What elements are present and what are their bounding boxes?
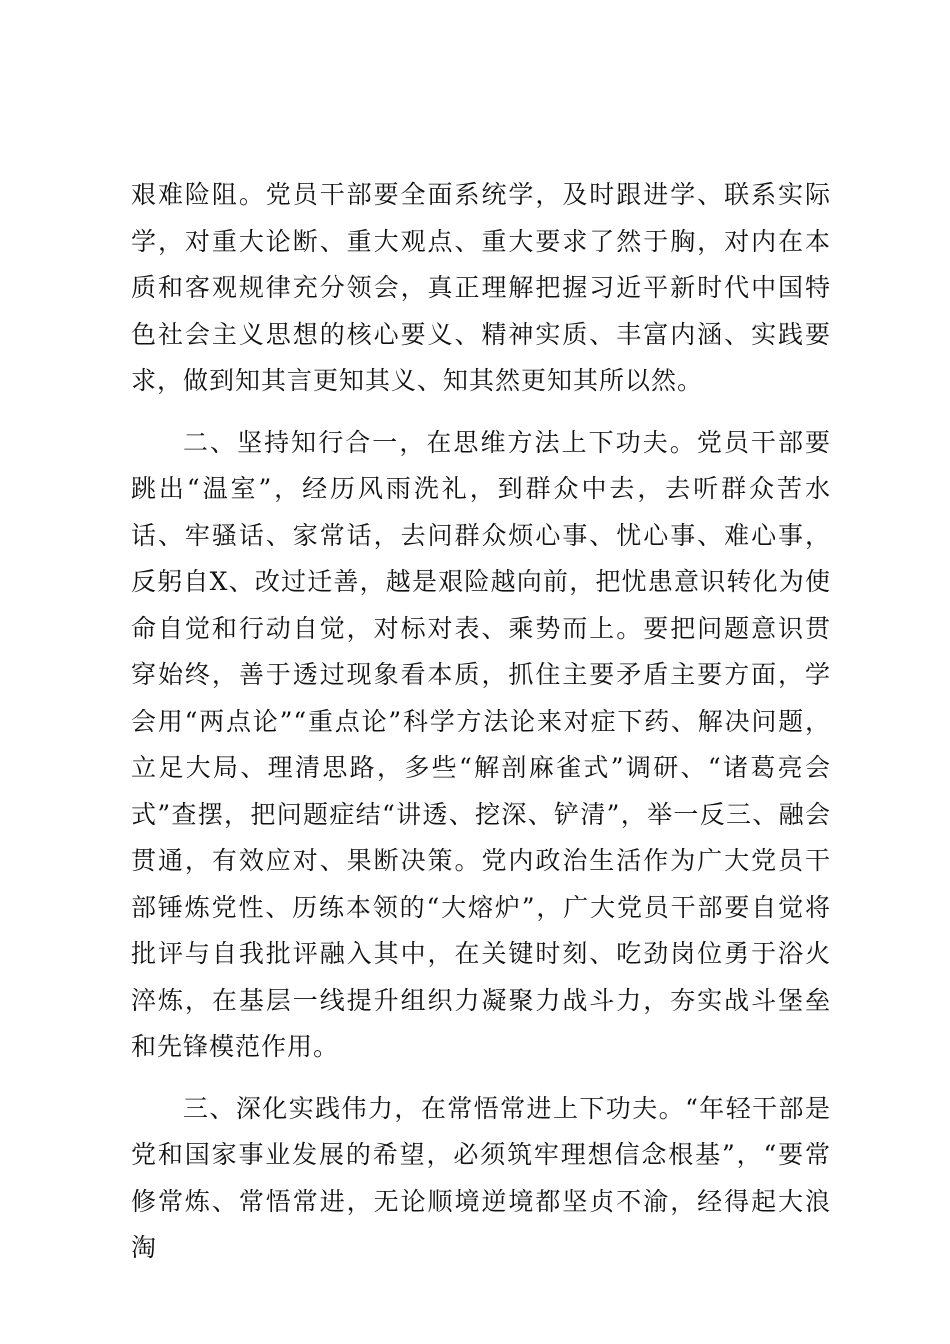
paragraph-3: 三、深化实践伟力，在常悟常进上下功夫。“年轻干部是党和国家事业发展的希望，必须筑牢理想信念根基”，“要常修常炼、常悟常进，无论顺境逆境都坚贞不渝，经得起大浪淘: [131, 1093, 831, 1262]
paragraph-1: 艰难险阻。党员干部要全面系统学，及时跟进学、联系实际学，对重大论断、重大观点、重大要求了然于胸，对内在本质和客观规律充分领会，真正理解把握习近平新时代中国特色社会主义思想的核心要义、精神实质、丰富内涵、实践要求，做到知其言更知其义、知其然更知其所以然。: [131, 180, 831, 395]
document-body: [131, 172, 831, 1272]
paragraph-2: 二、坚持知行合一，在思维方法上下功夫。党员干部要跳出“温室”，经历风雨洗礼，到群众中去，去听群众苦水话、牢骚话、家常话，去问群众烦心事、忧心事、难心事，反躬自X、改过迁善，越是艰险越向前，把忧患意识转化为使命自觉和行动自觉，对标对表、乘势而上。要把问题意识贯穿始终，善于透过现象看本质，抓住主要矛盾主要方面，学会用“两点论”“重点论”科学方法论来对症下药、解决问题，立足大局、理清思路，多些“解剖麻雀式”调研、“诸葛亮会式”查摆，把问题症结“讲透、挖深、铲清”，举一反三、融会贯通，有效应对、果断决策。党内政治生活作为广大党员干部锤炼党性、历练本领的“大熔炉”，广大党员干部要自觉将批评与自我批评融入其中，在关键时刻、吃劲岗位勇于浴火淬炼，在基层一线提升组织力凝聚力战斗力，夯实战斗堡垒和先锋模范作用。: [131, 427, 831, 1061]
